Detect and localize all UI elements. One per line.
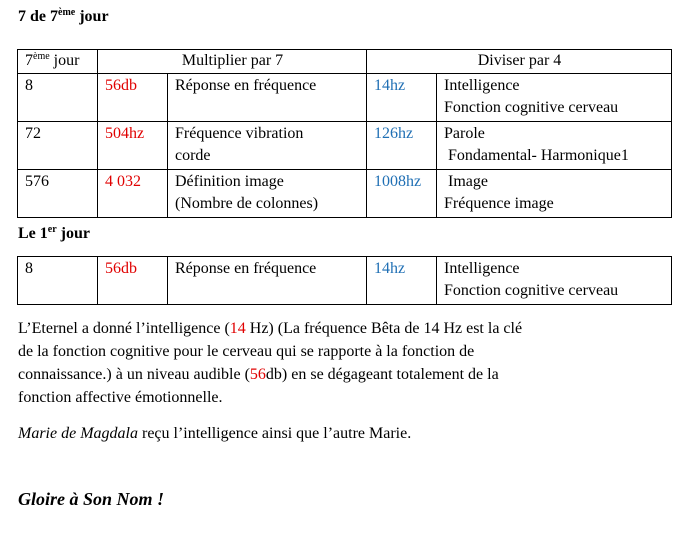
cell-mult-value: 4 032 bbox=[98, 170, 168, 218]
marie-paragraph bbox=[18, 422, 658, 445]
header-divide: Diviser par 4 bbox=[367, 50, 672, 74]
section-heading-7th-day bbox=[18, 8, 109, 26]
heading-prefix: Le 1 bbox=[18, 225, 48, 242]
paragraph-line: L’Eternel a donné l’intelligence (14 Hz) (La fréquence Bêta de 14 Hz est la clé bbox=[18, 320, 523, 337]
cell-mult-desc: Fréquence vibration corde bbox=[168, 122, 367, 170]
cell-div-desc: Intelligence Fonction cognitive cerveau bbox=[437, 257, 672, 305]
cell-div-desc: Image Fréquence image bbox=[437, 170, 672, 218]
table-row bbox=[18, 170, 672, 218]
cell-mult-value: 56db bbox=[98, 257, 168, 305]
cell-div-value: 14hz bbox=[367, 257, 437, 305]
table-header-row bbox=[18, 50, 672, 74]
cell-div-desc: Intelligence Fonction cognitive cerveau bbox=[437, 74, 672, 122]
header-day: 7ème jour bbox=[18, 50, 98, 74]
cell-div-desc: Parole Fondamental- Harmonique1 bbox=[437, 122, 672, 170]
heading-prefix: 7 de 7 bbox=[18, 8, 58, 25]
cell-div-value: 1008hz bbox=[367, 170, 437, 218]
cell-mult-desc: Réponse en fréquence bbox=[168, 74, 367, 122]
paragraph-line: connaissance.) à un niveau audible (56db) en se dégageant totalement de la bbox=[18, 366, 499, 383]
cell-mult-desc: Réponse en fréquence bbox=[168, 257, 367, 305]
paragraph-text: reçu l’intelligence ainsi que l’autre Marie. bbox=[137, 425, 412, 442]
cell-div-value: 126hz bbox=[367, 122, 437, 170]
cell-day: 72 bbox=[18, 122, 98, 170]
paragraph-line: de la fonction cognitive pour le cerveau qui se rapporte à la fonction de bbox=[18, 343, 475, 360]
cell-mult-value: 504hz bbox=[98, 122, 168, 170]
frequency-table-7th-day bbox=[17, 49, 672, 218]
table-row bbox=[18, 257, 672, 305]
cell-div-value: 14hz bbox=[367, 74, 437, 122]
header-multiply: Multiplier par 7 bbox=[98, 50, 367, 74]
closing-line: Gloire à Son Nom ! bbox=[18, 489, 165, 509]
cell-day: 8 bbox=[18, 74, 98, 122]
heading-suffix: jour bbox=[75, 8, 109, 25]
heading-superscript: ème bbox=[58, 7, 76, 18]
paragraph-line: fonction affective émotionnelle. bbox=[18, 389, 223, 406]
cell-mult-value: 56db bbox=[98, 74, 168, 122]
cell-day: 576 bbox=[18, 170, 98, 218]
explanation-paragraph bbox=[18, 317, 658, 409]
table-row bbox=[18, 74, 672, 122]
cell-mult-desc: Définition image (Nombre de colonnes) bbox=[168, 170, 367, 218]
highlight-number: 14 bbox=[229, 320, 246, 337]
heading-suffix: jour bbox=[56, 225, 90, 242]
heading-superscript: er bbox=[47, 224, 57, 235]
highlight-number: 56 bbox=[249, 366, 266, 383]
cell-day: 8 bbox=[18, 257, 98, 305]
section-heading-1st-day bbox=[18, 225, 90, 243]
table-row bbox=[18, 122, 672, 170]
name-italic: Marie de Magdala bbox=[18, 425, 138, 442]
frequency-table-1st-day bbox=[17, 256, 672, 305]
